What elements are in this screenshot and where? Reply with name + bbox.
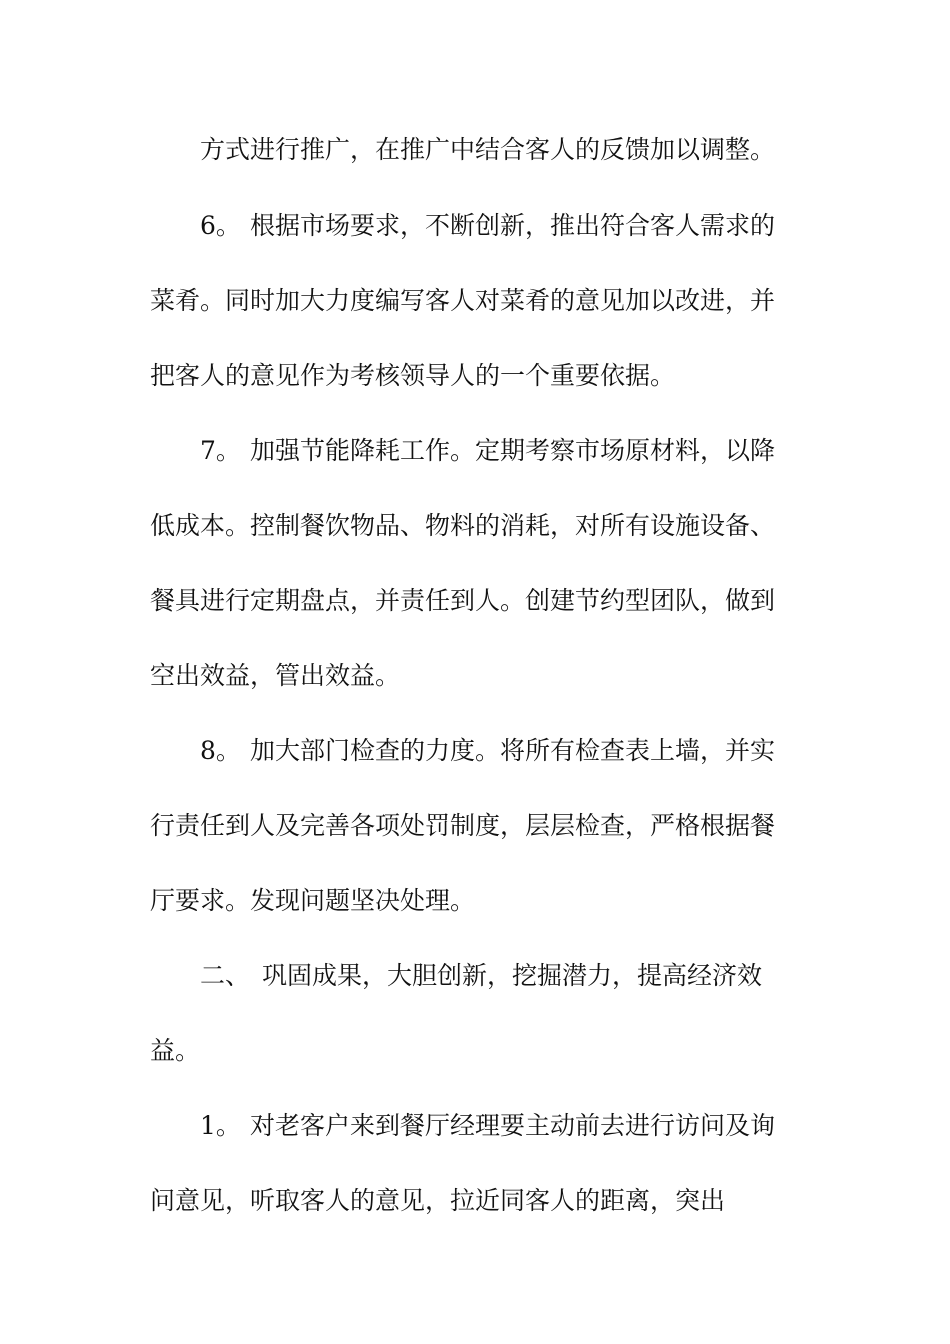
text-line xyxy=(150,359,800,393)
text-line xyxy=(150,659,800,693)
numbered-item-8 xyxy=(200,734,800,768)
numbered-item-6 xyxy=(200,209,800,243)
text-line xyxy=(150,284,800,318)
numbered-item-1 xyxy=(200,1109,800,1143)
text-line xyxy=(200,133,800,167)
line-text: 方式进行推广，在推广中结合客人的反馈加以调整。 xyxy=(200,135,776,164)
line-text: 菜肴。同时加大力度编写客人对菜肴的意见加以改进，并 xyxy=(150,286,776,315)
line-text: 问意见，听取客人的意见，拉近同客人的距离，突出 xyxy=(150,1186,726,1215)
section-number: 二、 xyxy=(200,961,251,990)
text-line xyxy=(150,809,800,843)
line-text: 巩固成果，大胆创新，挖掘潜力，提高经济效 xyxy=(262,961,763,990)
line-text: 餐具进行定期盘点，并责任到人。创建节约型团队，做到 xyxy=(150,586,776,615)
section-heading-2 xyxy=(200,959,800,993)
line-text: 行责任到人及完善各项处罚制度，层层检查，严格根据餐 xyxy=(150,811,776,840)
line-text: 厅要求。发现问题坚决处理。 xyxy=(150,886,476,915)
line-text: 低成本。控制餐饮物品、物料的消耗，对所有设施设备、 xyxy=(150,511,776,540)
text-line xyxy=(150,1034,800,1068)
item-number: 8。 xyxy=(200,736,241,765)
text-line xyxy=(150,509,800,543)
line-text: 对老客户来到餐厅经理要主动前去进行访问及询 xyxy=(250,1111,776,1140)
item-number: 7。 xyxy=(200,436,241,465)
line-text: 加强节能降耗工作。定期考察市场原材料，以降 xyxy=(250,436,776,465)
numbered-item-7 xyxy=(200,434,800,468)
text-line xyxy=(150,584,800,618)
text-line xyxy=(150,884,800,918)
item-number: 6。 xyxy=(200,211,241,240)
line-text: 把客人的意见作为考核领导人的一个重要依据。 xyxy=(150,361,676,390)
item-number: 1。 xyxy=(200,1111,241,1140)
text-line xyxy=(150,1184,800,1218)
line-text: 加大部门检查的力度。将所有检查表上墙，并实 xyxy=(250,736,776,765)
line-text: 根据市场要求，不断创新，推出符合客人需求的 xyxy=(250,211,776,240)
line-text: 益。 xyxy=(150,1036,201,1065)
line-text: 空出效益，管出效益。 xyxy=(150,661,401,690)
